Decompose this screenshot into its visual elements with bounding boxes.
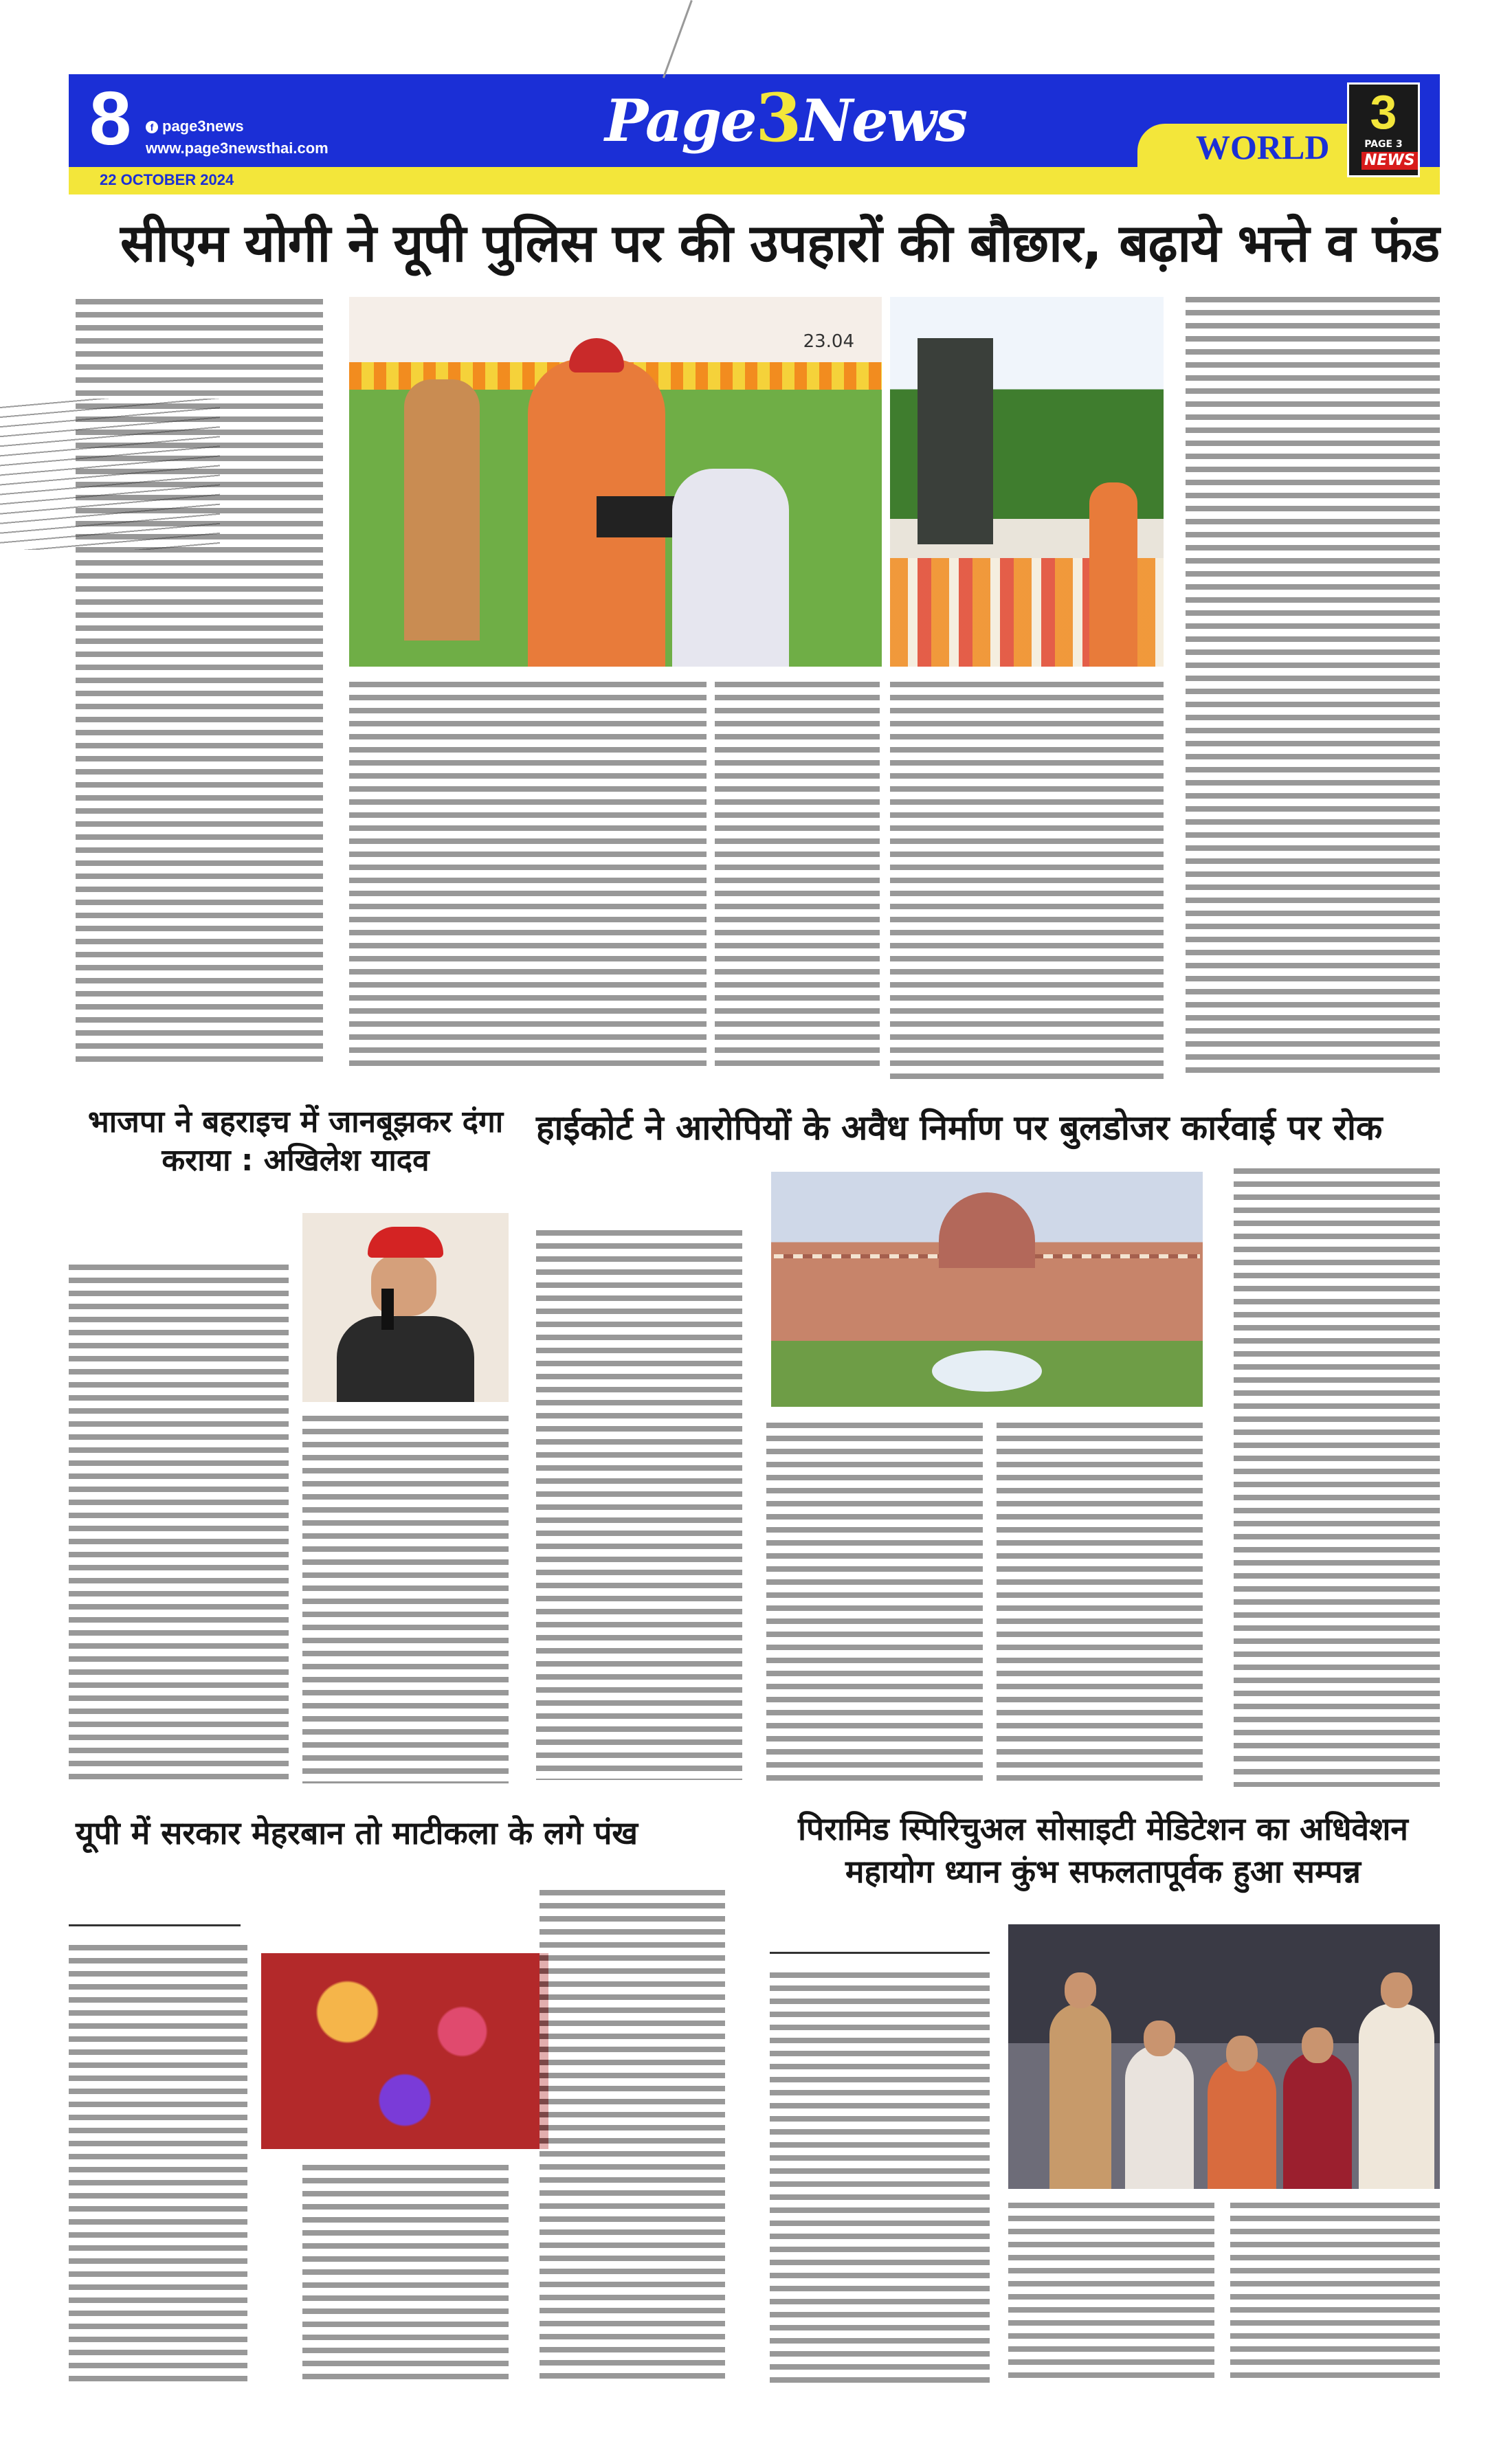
woman-head-2 [1226, 2036, 1258, 2071]
police-officer-figure [404, 379, 480, 641]
high-court-photo [771, 1172, 1203, 1407]
meditation-article-column-3 [1230, 2203, 1440, 2385]
scan-artifact [0, 399, 220, 550]
section-label: WORLD [1196, 128, 1330, 166]
main-headline: सीएम योगी ने यूपी पुलिस पर की उपहारों की बौछार, बढ़ाये भत्ते व फंड [120, 212, 1439, 274]
facebook-icon[interactable]: f [146, 121, 158, 133]
issue-date: 22 OCTOBER 2024 [100, 171, 234, 188]
speaker-body [337, 1316, 474, 1402]
website-link[interactable]: www.page3newsthai.com [146, 140, 329, 157]
court-headline: हाईकोर्ट ने आरोपियों के अवैध निर्माण पर बुलडोजर कार्रवाई पर रोक [536, 1108, 1383, 1148]
fountain [932, 1350, 1042, 1392]
court-article-column-2 [997, 1423, 1203, 1787]
memorial-statue [918, 338, 993, 544]
woman-figure-3 [1283, 2051, 1352, 2189]
masthead-yellow-band [69, 167, 1440, 194]
meditation-headline: पिरामिड स्पिरिचुअल सोसाइटी मेडिटेशन का अधिवेशन महायोग ध्यान कुंभ सफलतापूर्वक हुआ सम्पन्न [798, 1810, 1408, 1890]
court-article-column-3 [1234, 1168, 1440, 1787]
microphone-icon [381, 1289, 394, 1330]
woman-head-1 [1144, 2021, 1175, 2056]
main-article-photo2-column [890, 682, 1164, 1080]
byline-rule [69, 1924, 241, 1926]
guest-figure [1359, 2003, 1434, 2189]
bjp-article-column-3 [536, 1230, 742, 1780]
meditation-article-column-2 [1008, 2203, 1214, 2385]
cm-tribute-figure [1089, 482, 1137, 667]
court-article-column-1 [766, 1423, 983, 1787]
memorial-photo [890, 297, 1164, 667]
pottery-article-column-1 [69, 1945, 247, 2385]
pottery-headline: यूपी में सरकार मेहरबान तो माटीकला के लगे पंख [76, 1814, 638, 1851]
main-article-center-column-2 [715, 682, 880, 1067]
woman-head-3 [1302, 2027, 1333, 2063]
scan-artifact-line [663, 0, 693, 78]
social-handle[interactable]: page3news [162, 118, 244, 135]
akhilesh-photo [302, 1213, 509, 1402]
man-head [1065, 1972, 1096, 2008]
man-figure [1049, 2003, 1111, 2189]
page-number: 8 [89, 76, 132, 161]
red-cap [569, 338, 624, 372]
meditation-article-column-1 [770, 1972, 990, 2385]
woman-figure-1 [1125, 2045, 1194, 2189]
masthead [69, 74, 1440, 192]
meditation-event-photo [1008, 1924, 1440, 2189]
court-dome [939, 1192, 1035, 1268]
cm-police-photo [349, 297, 882, 667]
guest-head [1381, 1972, 1412, 2008]
bjp-article-column-1 [69, 1265, 289, 1780]
red-cap [368, 1227, 443, 1258]
brand-badge: 3 PAGE 3 NEWS [1347, 82, 1420, 177]
main-article-center-column [349, 682, 707, 1067]
bjp-headline: भाजपा ने बहराइच में जानबूझकर दंगा कराया : अखिलेश यादव [87, 1104, 504, 1178]
bjp-article-column-2 [302, 1416, 509, 1783]
woman-figure-2 [1208, 2058, 1276, 2189]
police-woman-figure [672, 469, 789, 667]
byline-rule-2 [770, 1952, 990, 1954]
photo-timestamp: 23.04 [803, 331, 854, 352]
pottery-photo [261, 1953, 548, 2149]
social-block [146, 115, 329, 159]
main-article-right-column [1186, 297, 1440, 1080]
pottery-article-column-2 [302, 2165, 509, 2385]
pottery-article-column-3 [540, 1890, 725, 2385]
logo: Page3News [605, 79, 967, 157]
